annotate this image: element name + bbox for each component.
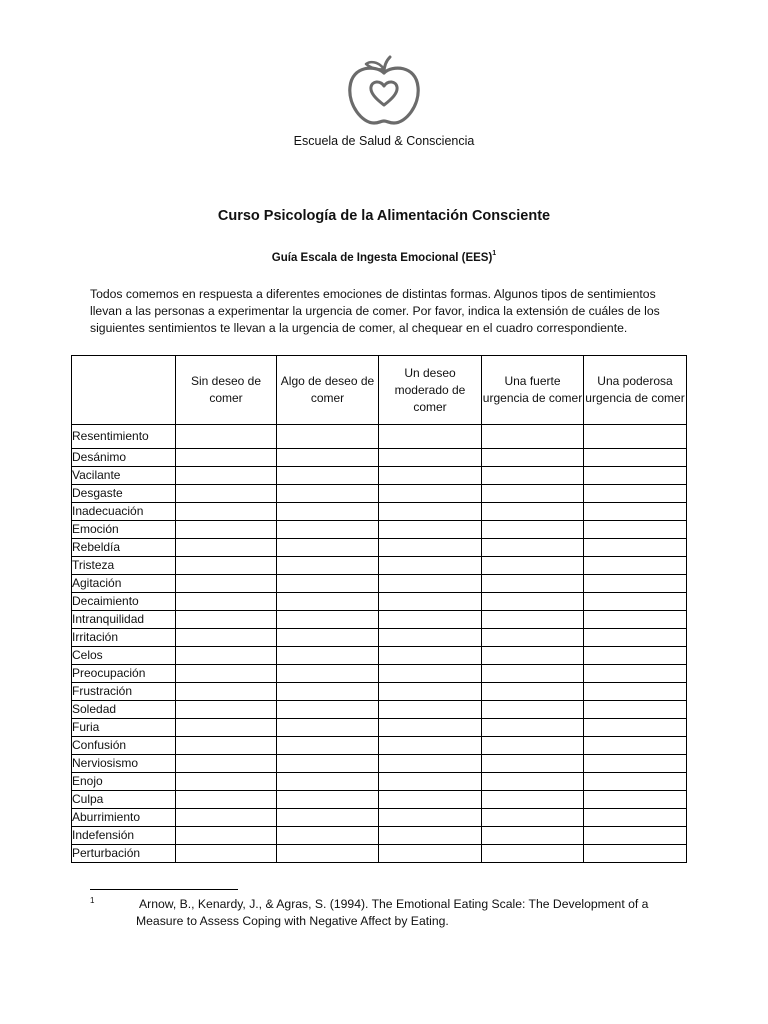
table-row xyxy=(72,809,687,827)
instructions-paragraph: Todos comemos en respuesta a diferentes emociones de distintas formas. Algunos tipos de sentimientos llevan a las personas a experimentar la urgencia de comer. Por favor, indica la extensión de cuáles de los siguientes sentimientos te llevan a la urgencia de comer, al chequear en el cuadro correspondiente. xyxy=(90,287,660,335)
feeling-label: Perturbación xyxy=(72,845,176,863)
response-cell[interactable] xyxy=(379,539,482,557)
response-cell[interactable] xyxy=(277,629,379,647)
response-cell[interactable] xyxy=(482,449,584,467)
response-cell[interactable] xyxy=(379,557,482,575)
feeling-label: Resentimiento xyxy=(72,425,176,449)
response-cell[interactable] xyxy=(584,629,687,647)
response-cell[interactable] xyxy=(482,827,584,845)
response-cell[interactable] xyxy=(176,521,277,539)
response-cell[interactable] xyxy=(379,611,482,629)
response-cell[interactable] xyxy=(277,485,379,503)
response-cell[interactable] xyxy=(584,773,687,791)
response-cell[interactable] xyxy=(584,521,687,539)
response-cell[interactable] xyxy=(277,521,379,539)
response-cell[interactable] xyxy=(379,629,482,647)
column-header: Algo de deseo de comer xyxy=(277,356,379,425)
response-cell[interactable] xyxy=(584,575,687,593)
response-cell[interactable] xyxy=(482,719,584,737)
table-row xyxy=(72,521,687,539)
response-cell[interactable] xyxy=(379,467,482,485)
footnote-text: Arnow, B., Kenardy, J., & Agras, S. (1994). The Emotional Eating Scale: The Development of a Measure to Assess Coping with Negative Affect by Eating. xyxy=(136,897,649,928)
response-cell[interactable] xyxy=(176,845,277,863)
response-cell[interactable] xyxy=(277,773,379,791)
response-cell[interactable] xyxy=(584,701,687,719)
response-cell[interactable] xyxy=(584,827,687,845)
response-cell[interactable] xyxy=(277,791,379,809)
response-cell[interactable] xyxy=(277,449,379,467)
feeling-label: Preocupación xyxy=(72,665,176,683)
response-cell[interactable] xyxy=(584,425,687,449)
footnote-reference: 1 xyxy=(492,250,497,257)
response-cell[interactable] xyxy=(176,737,277,755)
table-row xyxy=(72,449,687,467)
response-cell[interactable] xyxy=(277,701,379,719)
response-cell[interactable] xyxy=(176,773,277,791)
response-cell[interactable] xyxy=(176,611,277,629)
response-cell[interactable] xyxy=(584,557,687,575)
response-cell[interactable] xyxy=(379,827,482,845)
response-cell[interactable] xyxy=(277,683,379,701)
response-cell[interactable] xyxy=(176,665,277,683)
response-cell[interactable] xyxy=(277,557,379,575)
footnote-mark: 1 xyxy=(90,896,95,905)
response-cell[interactable] xyxy=(584,845,687,863)
column-header: Sin deseo de comer xyxy=(176,356,277,425)
school-name: Escuela de Salud & Consciencia xyxy=(293,134,475,148)
response-cell[interactable] xyxy=(584,485,687,503)
table-row xyxy=(72,791,687,809)
response-cell[interactable] xyxy=(379,845,482,863)
table-row xyxy=(72,827,687,845)
table-row xyxy=(72,647,687,665)
table-row xyxy=(72,701,687,719)
feeling-label: Indefensión xyxy=(72,827,176,845)
response-cell[interactable] xyxy=(379,521,482,539)
response-cell[interactable] xyxy=(176,791,277,809)
response-cell[interactable] xyxy=(482,575,584,593)
response-cell[interactable] xyxy=(482,539,584,557)
response-cell[interactable] xyxy=(482,647,584,665)
table-row xyxy=(72,467,687,485)
response-cell[interactable] xyxy=(176,485,277,503)
response-cell[interactable] xyxy=(379,485,482,503)
response-cell[interactable] xyxy=(277,755,379,773)
table-row xyxy=(72,485,687,503)
table-row xyxy=(72,683,687,701)
response-cell[interactable] xyxy=(482,665,584,683)
table-row xyxy=(72,575,687,593)
response-cell[interactable] xyxy=(482,701,584,719)
response-cell[interactable] xyxy=(176,557,277,575)
response-cell[interactable] xyxy=(584,503,687,521)
feeling-label: Emoción xyxy=(72,521,176,539)
response-cell[interactable] xyxy=(379,809,482,827)
response-cell[interactable] xyxy=(379,425,482,449)
table-row xyxy=(72,755,687,773)
response-cell[interactable] xyxy=(176,755,277,773)
response-cell[interactable] xyxy=(482,425,584,449)
table-row xyxy=(72,425,687,449)
response-cell[interactable] xyxy=(379,791,482,809)
response-cell[interactable] xyxy=(482,611,584,629)
response-cell[interactable] xyxy=(176,575,277,593)
table-row xyxy=(72,503,687,521)
apple-heart-icon xyxy=(346,55,422,127)
response-cell[interactable] xyxy=(379,683,482,701)
response-cell[interactable] xyxy=(379,773,482,791)
response-cell[interactable] xyxy=(482,593,584,611)
feeling-label: Soledad xyxy=(72,701,176,719)
feeling-label: Agitación xyxy=(72,575,176,593)
response-cell[interactable] xyxy=(584,809,687,827)
feeling-label: Irritación xyxy=(72,629,176,647)
response-cell[interactable] xyxy=(277,719,379,737)
feeling-label: Aburrimiento xyxy=(72,809,176,827)
table-row xyxy=(72,539,687,557)
guide-title-text: Guía Escala de Ingesta Emocional (EES) xyxy=(271,252,493,264)
response-cell[interactable] xyxy=(584,755,687,773)
response-cell[interactable] xyxy=(482,809,584,827)
feeling-label: Enojo xyxy=(72,773,176,791)
feeling-label: Culpa xyxy=(72,791,176,809)
response-cell[interactable] xyxy=(584,467,687,485)
response-cell[interactable] xyxy=(379,665,482,683)
response-cell[interactable] xyxy=(379,647,482,665)
header-corner-cell xyxy=(72,356,176,425)
response-cell[interactable] xyxy=(176,539,277,557)
response-cell[interactable] xyxy=(176,425,277,449)
response-cell[interactable] xyxy=(482,521,584,539)
response-cell[interactable] xyxy=(176,593,277,611)
response-cell[interactable] xyxy=(277,845,379,863)
response-cell[interactable] xyxy=(379,737,482,755)
feeling-label: Tristeza xyxy=(72,557,176,575)
feeling-label: Nerviosismo xyxy=(72,755,176,773)
response-cell[interactable] xyxy=(584,737,687,755)
response-cell[interactable] xyxy=(584,449,687,467)
response-cell[interactable] xyxy=(176,467,277,485)
response-cell[interactable] xyxy=(277,503,379,521)
response-cell[interactable] xyxy=(482,467,584,485)
table-row xyxy=(72,557,687,575)
response-cell[interactable] xyxy=(176,449,277,467)
table-row xyxy=(72,629,687,647)
feeling-label: Rebeldía xyxy=(72,539,176,557)
response-cell[interactable] xyxy=(482,485,584,503)
response-cell[interactable] xyxy=(277,539,379,557)
table-row xyxy=(72,611,687,629)
feeling-label: Intranquilidad xyxy=(72,611,176,629)
feeling-label: Desánimo xyxy=(72,449,176,467)
course-title: Curso Psicología de la Alimentación Consciente xyxy=(217,208,551,224)
response-cell[interactable] xyxy=(277,809,379,827)
response-cell[interactable] xyxy=(277,827,379,845)
response-cell[interactable] xyxy=(379,503,482,521)
response-cell[interactable] xyxy=(482,755,584,773)
response-cell[interactable] xyxy=(584,647,687,665)
response-cell[interactable] xyxy=(482,557,584,575)
response-cell[interactable] xyxy=(584,683,687,701)
response-cell[interactable] xyxy=(584,539,687,557)
response-cell[interactable] xyxy=(277,593,379,611)
feeling-label: Furia xyxy=(72,719,176,737)
response-cell[interactable] xyxy=(277,665,379,683)
table-row xyxy=(72,665,687,683)
response-cell[interactable] xyxy=(277,425,379,449)
response-cell[interactable] xyxy=(584,593,687,611)
column-header: Un deseo moderado de comer xyxy=(379,356,482,425)
table-row xyxy=(72,773,687,791)
response-cell[interactable] xyxy=(379,719,482,737)
table-row xyxy=(72,737,687,755)
column-header: Una poderosa urgencia de comer xyxy=(584,356,687,425)
response-cell[interactable] xyxy=(379,449,482,467)
feeling-label: Celos xyxy=(72,647,176,665)
feeling-label: Desgaste xyxy=(72,485,176,503)
guide-title xyxy=(0,252,768,264)
response-cell[interactable] xyxy=(379,701,482,719)
response-cell[interactable] xyxy=(176,809,277,827)
response-cell[interactable] xyxy=(584,791,687,809)
response-cell[interactable] xyxy=(379,575,482,593)
response-cell[interactable] xyxy=(584,665,687,683)
response-cell[interactable] xyxy=(482,773,584,791)
response-cell[interactable] xyxy=(277,575,379,593)
response-cell[interactable] xyxy=(482,503,584,521)
response-cell[interactable] xyxy=(176,719,277,737)
response-cell[interactable] xyxy=(176,827,277,845)
response-cell[interactable] xyxy=(482,845,584,863)
column-header: Una fuerte urgencia de comer xyxy=(482,356,584,425)
feeling-label: Confusión xyxy=(72,737,176,755)
response-cell[interactable] xyxy=(277,737,379,755)
response-cell[interactable] xyxy=(584,719,687,737)
response-cell[interactable] xyxy=(379,755,482,773)
response-cell[interactable] xyxy=(379,593,482,611)
response-cell[interactable] xyxy=(277,611,379,629)
feeling-label: Decaimiento xyxy=(72,593,176,611)
table-row xyxy=(72,593,687,611)
response-cell[interactable] xyxy=(176,647,277,665)
feeling-label: Inadecuación xyxy=(72,503,176,521)
feeling-label: Frustración xyxy=(72,683,176,701)
response-cell[interactable] xyxy=(482,683,584,701)
table-header-row xyxy=(72,356,687,425)
response-cell[interactable] xyxy=(277,467,379,485)
footnote-separator xyxy=(90,889,238,890)
response-cell[interactable] xyxy=(277,647,379,665)
table-row xyxy=(72,719,687,737)
response-cell[interactable] xyxy=(482,791,584,809)
table-row xyxy=(72,845,687,863)
response-cell[interactable] xyxy=(176,503,277,521)
emotional-eating-scale-table xyxy=(71,355,687,863)
response-cell[interactable] xyxy=(482,629,584,647)
response-cell[interactable] xyxy=(482,737,584,755)
response-cell[interactable] xyxy=(176,701,277,719)
feeling-label: Vacilante xyxy=(72,467,176,485)
response-cell[interactable] xyxy=(584,611,687,629)
response-cell[interactable] xyxy=(176,683,277,701)
response-cell[interactable] xyxy=(176,629,277,647)
